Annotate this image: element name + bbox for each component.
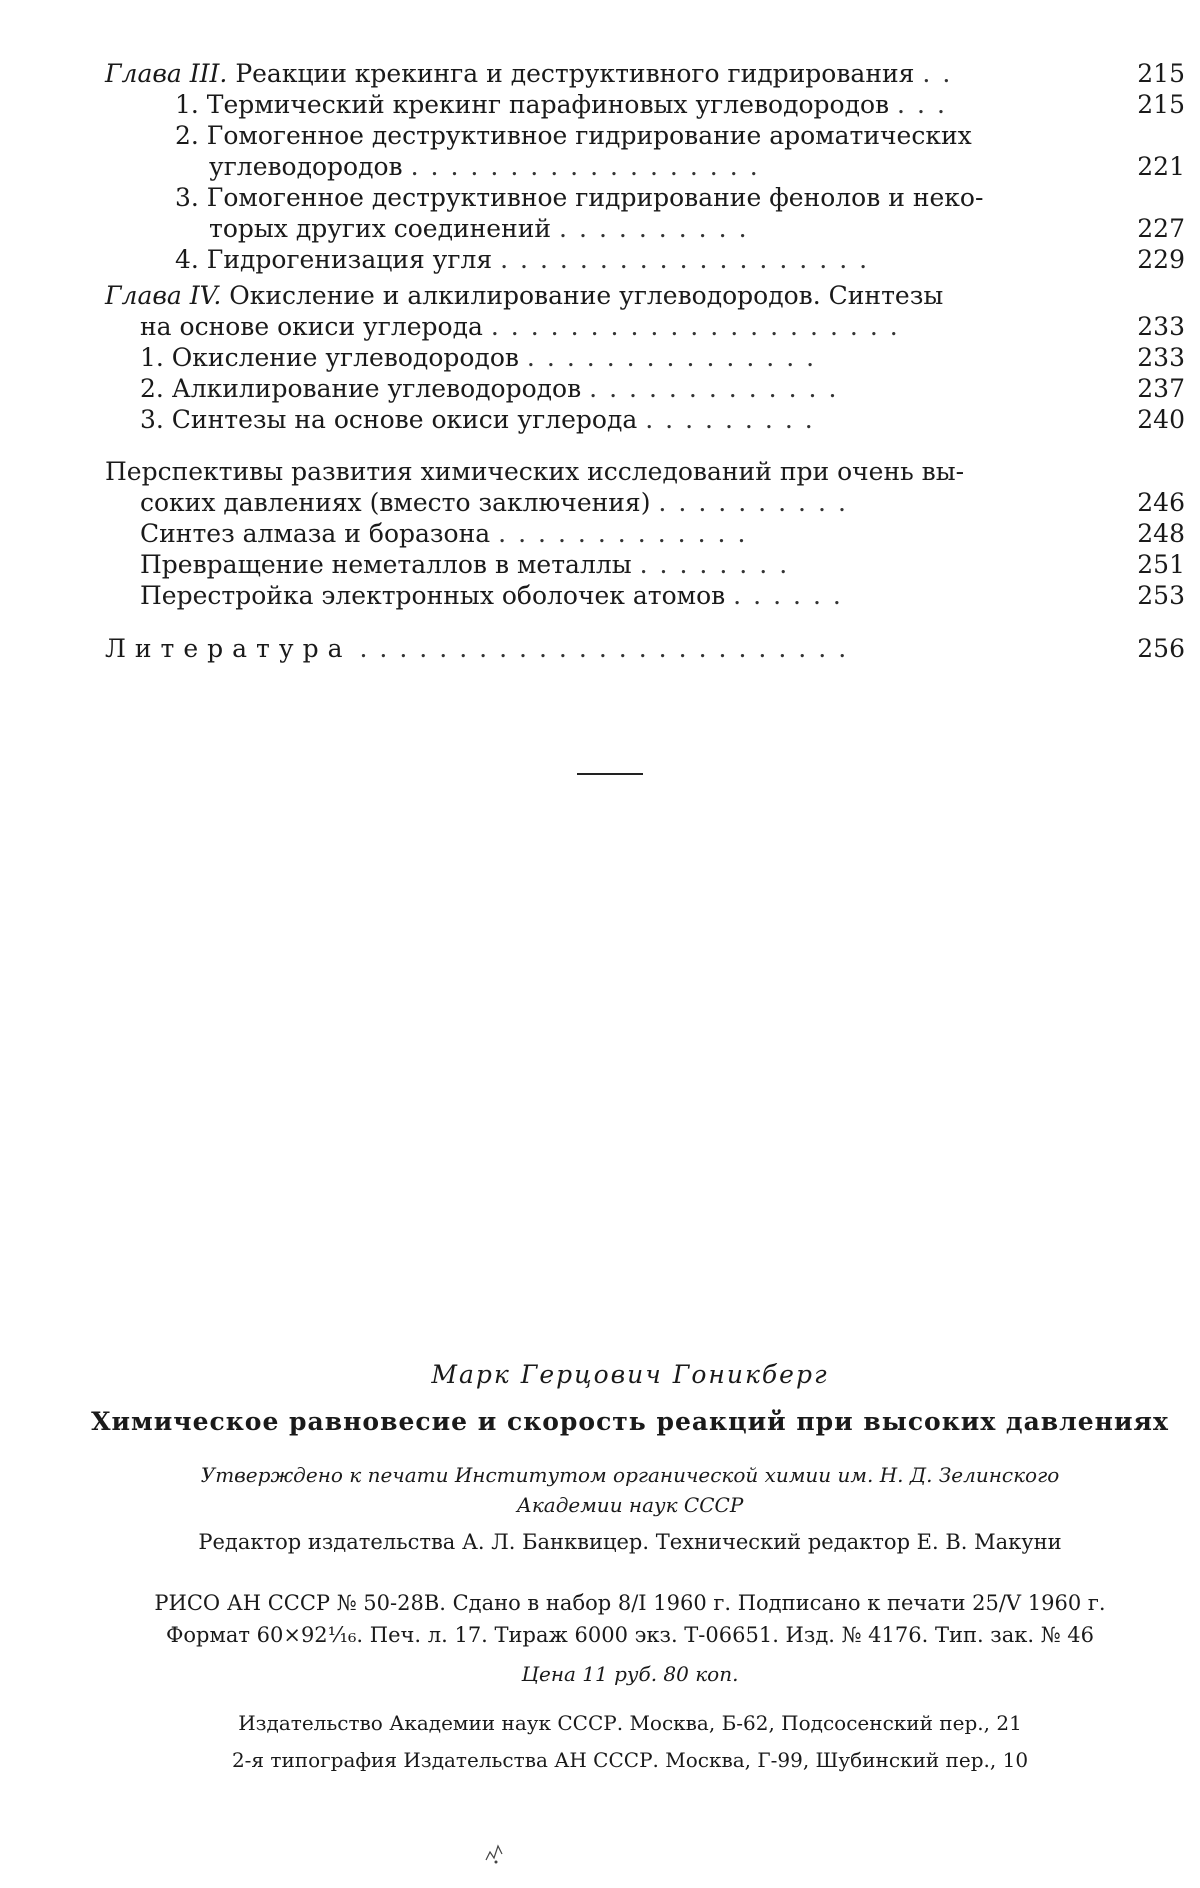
section-title-cont: соких давлениях (вместо заключения) [140, 488, 651, 517]
toc-entry [105, 280, 1185, 311]
toc-entry: 2. Алкилирование углеводородов ............. 237 [140, 374, 1185, 403]
toc-entry: Глава III. Реакции крекинга и деструктивного гидрирования .. 215 [105, 59, 1185, 88]
page-number: 215 [1137, 90, 1185, 119]
toc-item-text: Синтез алмаза и боразона [140, 519, 491, 548]
page-number: 215 [1137, 59, 1185, 88]
page-number: 240 [1137, 405, 1185, 434]
page-number: 221 [1137, 152, 1185, 181]
toc-entry: 1. Окисление углеводородов ............... 233 [140, 343, 1185, 372]
page-number: 246 [1137, 488, 1185, 517]
page-number: 248 [1137, 519, 1185, 548]
toc-entry: углеводородов .................. 221 [209, 152, 1185, 181]
page-number: 227 [1137, 214, 1185, 243]
toc-item-text: 3. Синтезы на основе окиси углерода [140, 405, 638, 434]
page-number: 229 [1137, 245, 1185, 274]
chapter-label: Глава IV. [105, 281, 222, 310]
section-title: Перспективы развития химических исследований при очень вы- [105, 457, 965, 486]
author-name: Марк Герцович Гоникберг [431, 1360, 829, 1389]
toc-entry: Перестройка электронных оболочек атомов ...... 253 [140, 581, 1185, 610]
price: Цена 11 руб. 80 коп. [521, 1662, 739, 1686]
toc-item-text: 2. Гомогенное деструктивное гидрирование ароматических [175, 121, 972, 150]
toc-entry: соких давлениях (вместо заключения) .......... 246 [140, 488, 1185, 517]
toc-entry: на основе окиси углерода ..................... 233 [140, 312, 1185, 341]
toc-item-text: углеводородов [209, 152, 403, 181]
book-title: Химическое равновесие и скорость реакций при высоких давлениях [91, 1407, 1169, 1436]
toc-entry [105, 456, 1185, 487]
print-smudge-mark [480, 1838, 510, 1868]
page-number: 233 [1137, 312, 1185, 341]
toc-entry [105, 182, 1185, 213]
section-title: Литература [105, 634, 352, 663]
print-details [85, 1587, 1175, 1651]
page-number: 256 [1137, 634, 1185, 663]
chapter-label: Глава III. [105, 59, 228, 88]
publisher-address: Издательство Академии наук СССР. Москва, Б-62, Подсосенский пер., 21 [238, 1711, 1022, 1735]
chapter-title: Окисление и алкилирование углеводородов. Синтезы [229, 281, 944, 310]
printer-address: 2-я типография Издательства АН СССР. Москва, Г-99, Шубинский пер., 10 [231, 1748, 1029, 1772]
toc-entry: 3. Синтезы на основе окиси углерода ......... 240 [140, 405, 1185, 434]
print-details-line-2: Формат 60×92¹⁄₁₆. Печ. л. 17. Тираж 6000 экз. Т-06651. Изд. № 4176. Тип. зак. № 46 [165, 1623, 1095, 1647]
toc-perspectives [105, 456, 1185, 611]
page-number: 237 [1137, 374, 1185, 403]
toc-entry: торых других соединений .......... 227 [209, 214, 1185, 243]
chapter-title: Реакции крекинга и деструктивного гидрирования [235, 59, 915, 88]
toc-chapter-3 [105, 58, 1185, 275]
toc-entry: Превращение неметаллов в металлы ........ 251 [140, 550, 1185, 579]
toc-literature [105, 633, 1185, 664]
toc-chapter-4 [105, 280, 1185, 435]
toc-item-text: 1. Окисление углеводородов [140, 343, 519, 372]
toc-item-text: торых других соединений [209, 214, 552, 243]
toc-item-text: 3. Гомогенное деструктивное гидрирование фенолов и неко- [175, 183, 984, 212]
toc-entry: Литература ......................... 256 [105, 634, 1185, 663]
approval-line-1: Утверждено к печати Институтом органической химии им. Н. Д. Зелинского [200, 1463, 1060, 1487]
toc-item-text: 1. Термический крекинг парафиновых углеводородов [175, 90, 890, 119]
page-number: 251 [1137, 550, 1185, 579]
editors-line: Редактор издательства А. Л. Банквицер. Технический редактор Е. В. Макуни [198, 1530, 1062, 1554]
toc-item-text: 2. Алкилирование углеводородов [140, 374, 582, 403]
toc-entry: 4. Гидрогенизация угля ................... 229 [175, 245, 1185, 274]
toc-item-text: 4. Гидрогенизация угля [175, 245, 493, 274]
page-number: 233 [1137, 343, 1185, 372]
page-number: 253 [1137, 581, 1185, 610]
chapter-title-cont: на основе окиси углерода [140, 312, 483, 341]
toc-entry [105, 120, 1185, 151]
print-details-line-1: РИСО АН СССР № 50-28В. Сдано в набор 8/I 1960 г. Подписано к печати 25/V 1960 г. [154, 1591, 1106, 1615]
toc-item-text: Перестройка электронных оболочек атомов [140, 581, 726, 610]
toc-entry: Синтез алмаза и боразона ............. 248 [140, 519, 1185, 548]
toc-entry: 1. Термический крекинг парафиновых углеводородов ... 215 [175, 90, 1185, 119]
toc-item-text: Превращение неметаллов в металлы [140, 550, 632, 579]
approval-line-2: Академии наук СССР [516, 1493, 744, 1517]
approval-note [85, 1460, 1175, 1520]
separator-rule [577, 773, 643, 775]
